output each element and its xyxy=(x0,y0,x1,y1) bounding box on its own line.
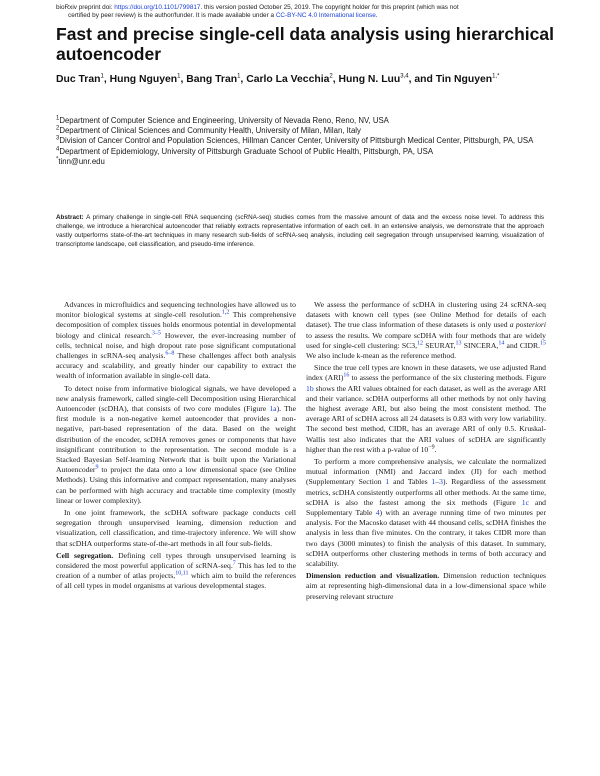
affil-mark: 3 xyxy=(56,135,60,142)
text: and CIDR. xyxy=(504,340,540,350)
text: Dimension reduction techniques aim at representing high-dimensional data in a low-dimensional space while preserving relevant structure xyxy=(306,571,546,601)
text: ) with an average running time of two minutes per analysis. For the Macosko dataset with 44 thousand cells, scDHA finishes the analysis in less than five minutes. On the contrary, it takes CIDR more than two days (3000 minutes) to finish the analysis of this dataset. In summary, scDHA outperforms other clustering methods in terms of both accuracy and scalability. xyxy=(306,508,546,569)
body-paragraph xyxy=(306,571,546,602)
text: Advances in microfluidics and sequencing technologies have allowed us to monitor biological systems at single-cell resolution. xyxy=(56,300,296,320)
text: and Supplementary Table xyxy=(306,497,546,518)
author-affil-mark: 1 xyxy=(100,73,104,80)
affiliation xyxy=(56,147,556,157)
text: shows the ARI values obtained for each dataset, as well as the average ARI and their variance. scDHA outperforms all other methods by not only having the highest average ARI, but also being the most consistent method. The average ARI of scDHA across all 24 datasets is 0.83 with very low variability. The second best method, CIDR, has an average ARI of only 0.5. Kruskal-Wallis test also indicates that the ARI values of scDHA are significantly higher than the rest with a p-value of 10 xyxy=(306,383,546,454)
text: to assess the performance of the six clustering methods. Figure xyxy=(349,373,547,383)
text: We also include k-mean as the reference method. xyxy=(306,351,457,361)
citation[interactable]: 12 xyxy=(417,340,424,347)
text: SEURAT, xyxy=(423,340,456,350)
paper-title: Fast and precise single-cell data analysis using hierarchical autoencoder xyxy=(56,24,554,64)
banner-text: bioRxiv preprint doi: xyxy=(56,4,115,11)
exponent: −9 xyxy=(428,444,435,451)
author-name: and Tin Nguyen xyxy=(414,74,493,85)
section-ref[interactable]: 1 xyxy=(385,477,390,487)
text: Defining cell types through unsupervised learning is considered the most powerful application of scRNA-seq. xyxy=(56,550,296,571)
author-list: Duc Tran$^1$, Hung Nguyen$^1$, Bang Tran$^1$, Carlo La Vecchia$^2$, Hung N. Luu$^{3,4}$, and Tin Nguyen$^{1,*}$ xyxy=(56,73,500,85)
banner-line-2 xyxy=(56,12,556,20)
left-column xyxy=(56,300,296,594)
section-heading: Cell segregation. xyxy=(56,550,114,560)
body-paragraph xyxy=(306,363,546,455)
text: These challenges affect both analysis accuracy and scalability, and greatly hinder our capability to extract the wealth of information available in single-cell data. xyxy=(56,351,297,381)
text: This comprehensive decomposition of complex tissues holds enormous potential in developmental biology and clinical research. xyxy=(56,310,296,340)
figure-ref[interactable]: 1c xyxy=(521,497,529,507)
text: To perform a more comprehensive analysis, we calculate the normalized mutual information (NMI) and Jaccard index (JI) for each method (Supplementary Section xyxy=(306,457,546,487)
text: which aim to build the references of all cell types in model organisms at various developmental stages. xyxy=(56,571,296,591)
body-paragraph xyxy=(56,300,296,382)
body-paragraph: In one joint framework, the scDHA software package conducts cell segregation through unsupervised learning, dimension reduction and visualization, cell classification, and time-trajectory inference. We will show that scDHA outperforms state-of-the-art methods in all four sub-fields. xyxy=(56,508,296,548)
body-paragraph xyxy=(56,384,296,506)
table-ref[interactable]: 3 xyxy=(439,477,443,487)
citation[interactable]: 1,2 xyxy=(221,309,230,316)
text: to project the data onto a low dimensional space (see Online Methods). Using this informative and compact representation, many analyses can be performed with high accuracy and tractable time complexity (mostly linear or lower complexity). xyxy=(56,465,296,505)
affil-text: Department of Epidemiology, University of Pittsburgh Graduate School of Public Health, Pittsburgh, PA, USA xyxy=(59,146,434,156)
abstract xyxy=(56,214,544,250)
citation[interactable]: 9 xyxy=(95,464,99,471)
citation[interactable]: 16 xyxy=(343,372,350,379)
author-name: Carlo La Vecchia xyxy=(246,74,330,85)
text: – xyxy=(435,477,440,487)
author-affil-mark: 2 xyxy=(329,73,333,80)
abstract-text: A primary challenge in single-cell RNA sequencing (scRNA-seq) studies comes from the massive amount of data and the excess noise level. To address this challenge, we introduce a hierarchical autoencoder that reliably extracts representative information of each cell. In an extensive analysis, we demonstrate that the approach vastly outperforms state-of-the-art techniques in many research sub-fields of scRNA-seq analysis, including cell segregation through unsupervised learning, visualization of transcriptome landscape, cell classification, and pseudo-time inference. xyxy=(56,214,544,248)
affiliation xyxy=(56,116,556,126)
preprint-banner xyxy=(56,4,556,20)
doi-link[interactable]: https://doi.org/10.1101/799817 xyxy=(114,4,201,11)
text: ). Regardless of the assessment metrics, scDHA consistently outperforms all other methods. At the same time, scDHA is also the fastest among the six methods (Figure xyxy=(306,477,546,507)
table-ref[interactable]: 1 xyxy=(431,477,436,487)
author-affil-mark: 3,4 xyxy=(400,73,409,80)
citation[interactable]: 3–5 xyxy=(151,330,161,337)
affil-mark: 1 xyxy=(56,115,60,122)
text: To detect noise from informative biological signals, we have developed a new analysis framework, called single-cell Decomposition using Hierarchical Autoencoder (scDHA), that consists of two core modules (Figure xyxy=(56,383,296,414)
right-column xyxy=(306,300,546,604)
citation[interactable]: 15 xyxy=(539,340,546,347)
body-paragraph xyxy=(306,300,546,361)
affil-text: Department of Computer Science and Engineering, University of Nevada Reno, Reno, NV, USA xyxy=(59,116,389,125)
banner-text: certified by peer review) is the author/funder. It is made available under a xyxy=(68,12,276,19)
author-affil-mark: 1,* xyxy=(492,73,500,80)
email-text[interactable]: tinn@unr.edu xyxy=(58,156,105,166)
corresponding-email xyxy=(56,157,556,167)
figure-ref[interactable]: 1b xyxy=(306,383,314,393)
author-name: Hung Nguyen xyxy=(109,74,178,85)
author-name: Duc Tran xyxy=(56,74,101,85)
text: ). The first module is a non-negative kernel autoencoder that provides a non-negative, part-based representation of the data. Based on the weight distribution of the encoder, scDHA removes genes or components that have insignificant contribution to the representation. The second module is a Stacked Bayesian Self-learning Network that is built upon the Variational Autoencoder xyxy=(56,404,296,475)
citation[interactable]: 14 xyxy=(498,340,505,347)
text: SINCERA, xyxy=(461,340,499,350)
text: This has led to the creation of a number of atlas projects, xyxy=(56,561,297,581)
figure-ref[interactable]: 1a xyxy=(269,404,277,414)
affil-mark: 2 xyxy=(56,125,60,132)
citation[interactable]: 6–8 xyxy=(165,350,175,357)
banner-text: . xyxy=(375,12,378,19)
affiliation xyxy=(56,126,556,136)
table-ref[interactable]: 4 xyxy=(375,508,380,518)
author-affil-mark: 1 xyxy=(237,73,241,80)
affil-text: Division of Cancer Control and Population Sciences, Hillman Cancer Center, University of Pittsburgh Medical Center, Pittsburgh, PA, USA xyxy=(59,136,534,146)
citation[interactable]: 13 xyxy=(455,340,462,347)
text: to assess the results. We compare scDHA with four methods that are widely used for single-cell clustering: SC3, xyxy=(306,330,546,350)
affil-mark: 4 xyxy=(56,146,60,153)
affil-mark: * xyxy=(56,156,59,163)
text: . xyxy=(434,444,437,454)
author-affil-mark: 1 xyxy=(177,73,181,80)
text: We assess the performance of scDHA in clustering using 24 scRNA-seq datasets with known cell types (see Online Method for details of each dataset). The true class information of these datasets is only used xyxy=(306,300,546,330)
body-paragraph xyxy=(56,551,296,592)
license-link[interactable]: CC-BY-NC 4.0 International license xyxy=(275,12,376,19)
author-name: Bang Tran xyxy=(186,74,238,85)
abstract-label: Abstract: xyxy=(56,214,84,221)
banner-text: . this version posted October 25, 2019. The copyright holder for this preprint (which was not xyxy=(200,4,459,11)
text: Since the true cell types are known in these datasets, we use adjusted Rand index (ARI) xyxy=(306,363,546,383)
text: a posteriori xyxy=(509,320,546,330)
text: However, the ever-increasing number of cells, technical noise, and high dropout rate pose significant computational challenges in scRNA-seq analysis. xyxy=(56,330,296,361)
citation[interactable]: 7 xyxy=(232,560,236,567)
affil-text: Department of Clinical Sciences and Community Health, University of Milan, Milan, Italy xyxy=(59,126,361,136)
banner-line-1 xyxy=(56,4,556,12)
section-heading: Dimension reduction and visualization. xyxy=(306,571,440,581)
citation[interactable]: 10,11 xyxy=(175,570,189,577)
affiliation xyxy=(56,136,556,146)
body-paragraph xyxy=(306,457,546,569)
affiliation-list xyxy=(56,116,556,167)
author-name: Hung N. Luu xyxy=(338,74,401,85)
text: and Tables xyxy=(389,477,432,487)
